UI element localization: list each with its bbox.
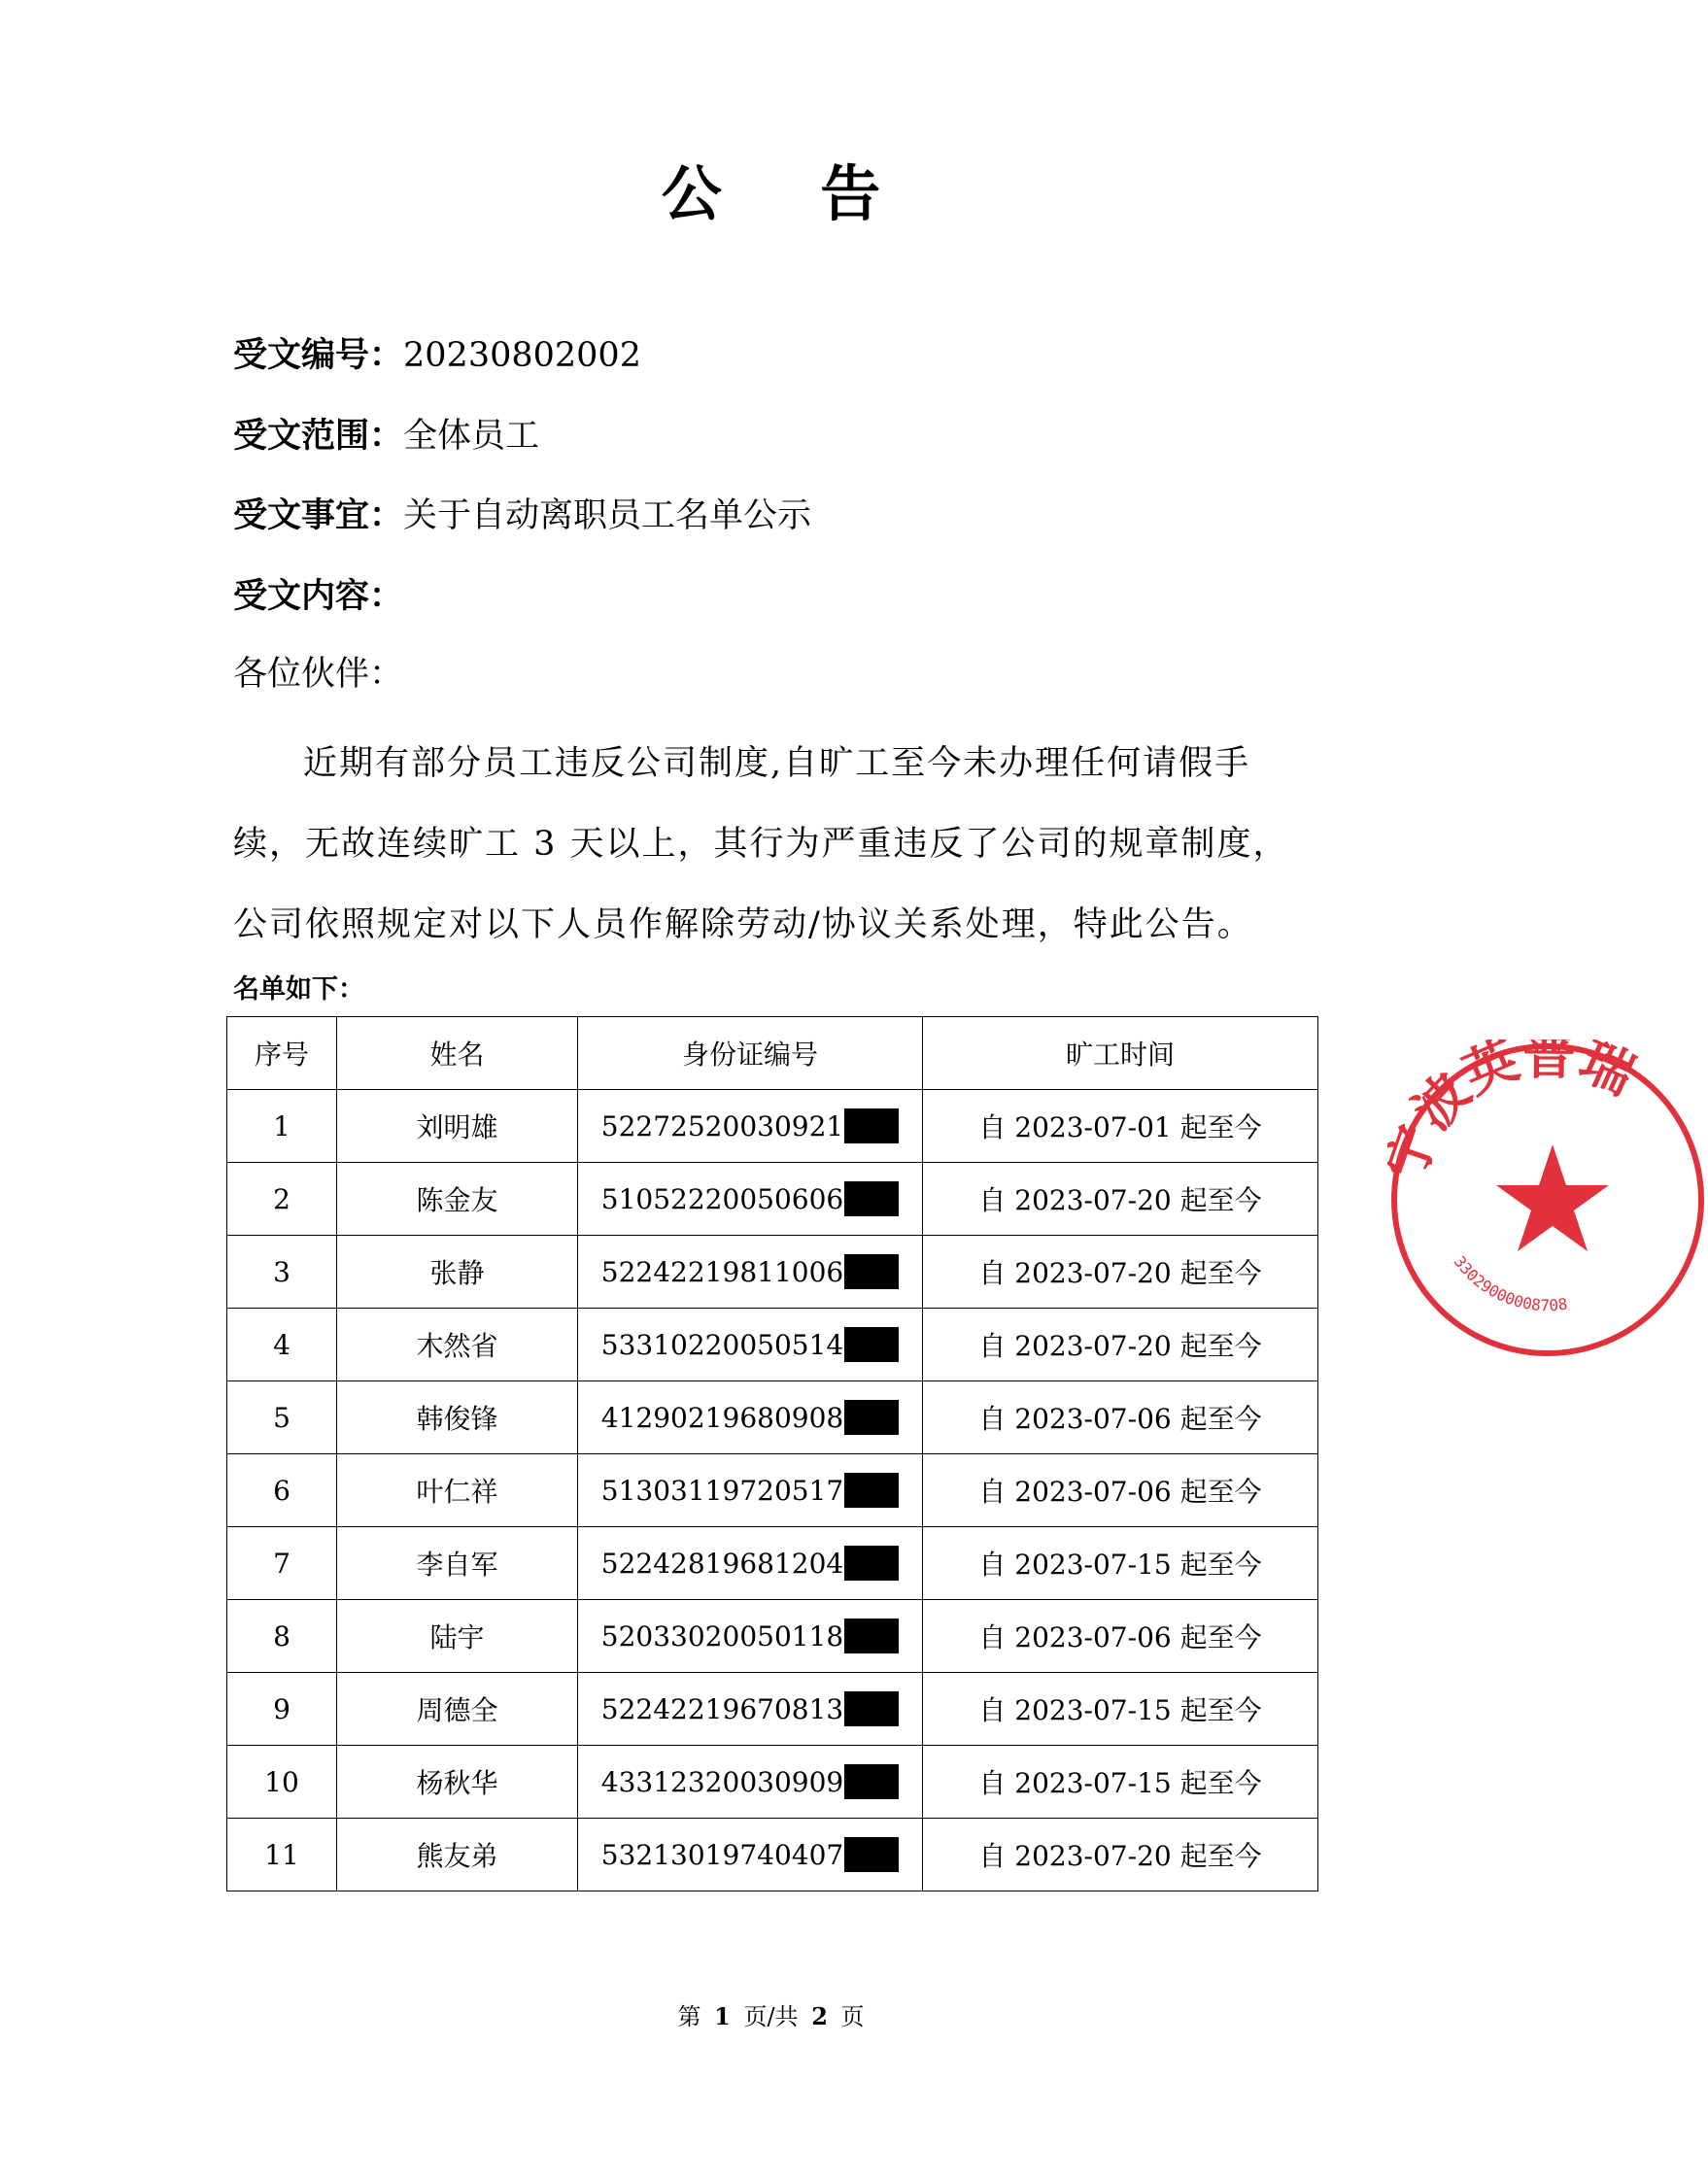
doc-content-field	[233, 569, 403, 618]
cell-id	[578, 1746, 923, 1819]
id-number-visible: 51303119720517	[600, 1474, 844, 1507]
table-row	[227, 1163, 1318, 1236]
table-row	[227, 1673, 1318, 1746]
table-row	[227, 1819, 1318, 1891]
redaction-block	[844, 1327, 899, 1362]
cell-period: 自 2023-07-20 起至今	[923, 1236, 1318, 1309]
id-number-visible: 52242219670813	[600, 1692, 844, 1725]
cell-id	[578, 1309, 923, 1381]
cell-no: 2	[227, 1163, 337, 1236]
cell-id	[578, 1236, 923, 1309]
seal-arc-textpath: 波英普瑞	[1401, 1039, 1645, 1142]
table-body	[227, 1090, 1318, 1891]
id-number-visible: 51052220050606	[600, 1182, 844, 1215]
footer-page: 1	[714, 2002, 731, 2030]
company-seal-stamp	[1387, 1039, 1645, 1360]
field-label: 受文范围：	[233, 416, 404, 456]
seal-graphic	[1387, 1039, 1708, 1360]
field-label: 受文编号：	[233, 335, 404, 375]
doc-number-field	[233, 328, 641, 377]
table-row	[227, 1527, 1318, 1600]
seal-arc-text	[1387, 1039, 1644, 1187]
footer-suffix: 页	[840, 2003, 865, 2030]
id-number-visible: 43312320030909	[600, 1765, 844, 1798]
cell-no: 4	[227, 1309, 337, 1381]
footer-prefix: 第	[677, 2003, 701, 2030]
field-label: 受文内容：	[233, 576, 404, 616]
redaction-block	[844, 1473, 899, 1508]
list-title: 名单如下：	[233, 974, 364, 1005]
cell-name: 陈金友	[337, 1163, 578, 1236]
cell-no: 7	[227, 1527, 337, 1600]
id-number-visible: 52242219811006	[600, 1255, 844, 1288]
field-value: 20230802002	[403, 336, 641, 375]
id-number-visible: 52272520030921	[600, 1109, 844, 1142]
cell-id	[578, 1454, 923, 1527]
redaction-block	[844, 1400, 899, 1435]
cell-name: 杨秋华	[337, 1746, 578, 1819]
redaction-block	[844, 1108, 899, 1143]
redaction-block	[844, 1546, 899, 1581]
cell-period: 自 2023-07-01 起至今	[923, 1090, 1318, 1163]
table-row	[227, 1381, 1318, 1454]
seal-number-textpath: 33029000008708	[1450, 1252, 1569, 1315]
header-id: 身份证编号	[578, 1017, 923, 1090]
seal-star	[1496, 1144, 1609, 1251]
cell-period: 自 2023-07-15 起至今	[923, 1527, 1318, 1600]
cell-name: 刘明雄	[337, 1090, 578, 1163]
cell-no: 6	[227, 1454, 337, 1527]
redaction-block	[844, 1181, 899, 1216]
cell-id	[578, 1163, 923, 1236]
cell-period: 自 2023-07-06 起至今	[923, 1600, 1318, 1673]
cell-id	[578, 1673, 923, 1746]
cell-name: 叶仁祥	[337, 1454, 578, 1527]
redaction-block	[844, 1691, 899, 1726]
field-value: 关于自动离职员工名单公示	[403, 496, 812, 535]
cell-name: 张静	[337, 1236, 578, 1309]
cell-no: 8	[227, 1600, 337, 1673]
id-number-visible: 52242819681204	[600, 1547, 844, 1580]
table-row	[227, 1090, 1318, 1163]
cell-no: 11	[227, 1819, 337, 1891]
greeting: 各位伙伴：	[233, 655, 404, 694]
cell-name: 李自军	[337, 1527, 578, 1600]
field-value: 全体员工	[403, 417, 540, 456]
doc-subject-field	[233, 489, 811, 537]
cell-name: 木然省	[337, 1309, 578, 1381]
cell-period: 自 2023-07-15 起至今	[923, 1746, 1318, 1819]
cell-id	[578, 1090, 923, 1163]
document-title: 公 告	[661, 158, 920, 229]
page-footer	[0, 1997, 1542, 2031]
cell-no: 3	[227, 1236, 337, 1309]
body-paragraph: 近期有部分员工违反公司制度,自旷工至今未办理任何请假手续，无故连续旷工 3 天以上，其行为严重违反了公司的规章制度，公司依照规定对以下人员作解除劳动/协议关系处理，特此公告。	[233, 744, 1289, 944]
cell-period: 自 2023-07-20 起至今	[923, 1163, 1318, 1236]
cell-no: 5	[227, 1381, 337, 1454]
footer-middle: 页/共	[743, 2003, 799, 2030]
redaction-block	[844, 1254, 899, 1289]
field-label: 受文事宜：	[233, 495, 404, 535]
cell-period: 自 2023-07-15 起至今	[923, 1673, 1318, 1746]
cell-id	[578, 1819, 923, 1891]
id-number-visible: 53213019740407	[600, 1838, 844, 1871]
redaction-block	[844, 1764, 899, 1799]
cell-name: 周德全	[337, 1673, 578, 1746]
cell-period: 自 2023-07-06 起至今	[923, 1381, 1318, 1454]
header-period: 旷工时间	[923, 1017, 1318, 1090]
table-row	[227, 1454, 1318, 1527]
cell-id	[578, 1600, 923, 1673]
cell-name: 陆宇	[337, 1600, 578, 1673]
table-row	[227, 1746, 1318, 1819]
header-name: 姓名	[337, 1017, 578, 1090]
id-number-visible: 53310220050514	[600, 1328, 844, 1361]
table-row	[227, 1309, 1318, 1381]
id-number-visible: 41290219680908	[600, 1401, 844, 1434]
cell-name: 熊友弟	[337, 1819, 578, 1891]
seal-number-text	[1451, 1252, 1569, 1314]
doc-scope-field	[233, 409, 539, 458]
cell-no: 9	[227, 1673, 337, 1746]
cell-period: 自 2023-07-06 起至今	[923, 1454, 1318, 1527]
id-number-visible: 52033020050118	[600, 1619, 844, 1653]
cell-id	[578, 1527, 923, 1600]
cell-no: 1	[227, 1090, 337, 1163]
cell-period: 自 2023-07-20 起至今	[923, 1819, 1318, 1891]
table-row	[227, 1600, 1318, 1673]
header-no: 序号	[227, 1017, 337, 1090]
cell-id	[578, 1381, 923, 1454]
redaction-block	[844, 1837, 899, 1872]
cell-no: 10	[227, 1746, 337, 1819]
dismissal-table	[226, 1016, 1318, 1891]
table-header-row	[227, 1017, 1318, 1090]
table-row	[227, 1236, 1318, 1309]
cell-period: 自 2023-07-20 起至今	[923, 1309, 1318, 1381]
footer-total: 2	[811, 2002, 828, 2030]
redaction-block	[844, 1619, 899, 1653]
cell-name: 韩俊锋	[337, 1381, 578, 1454]
